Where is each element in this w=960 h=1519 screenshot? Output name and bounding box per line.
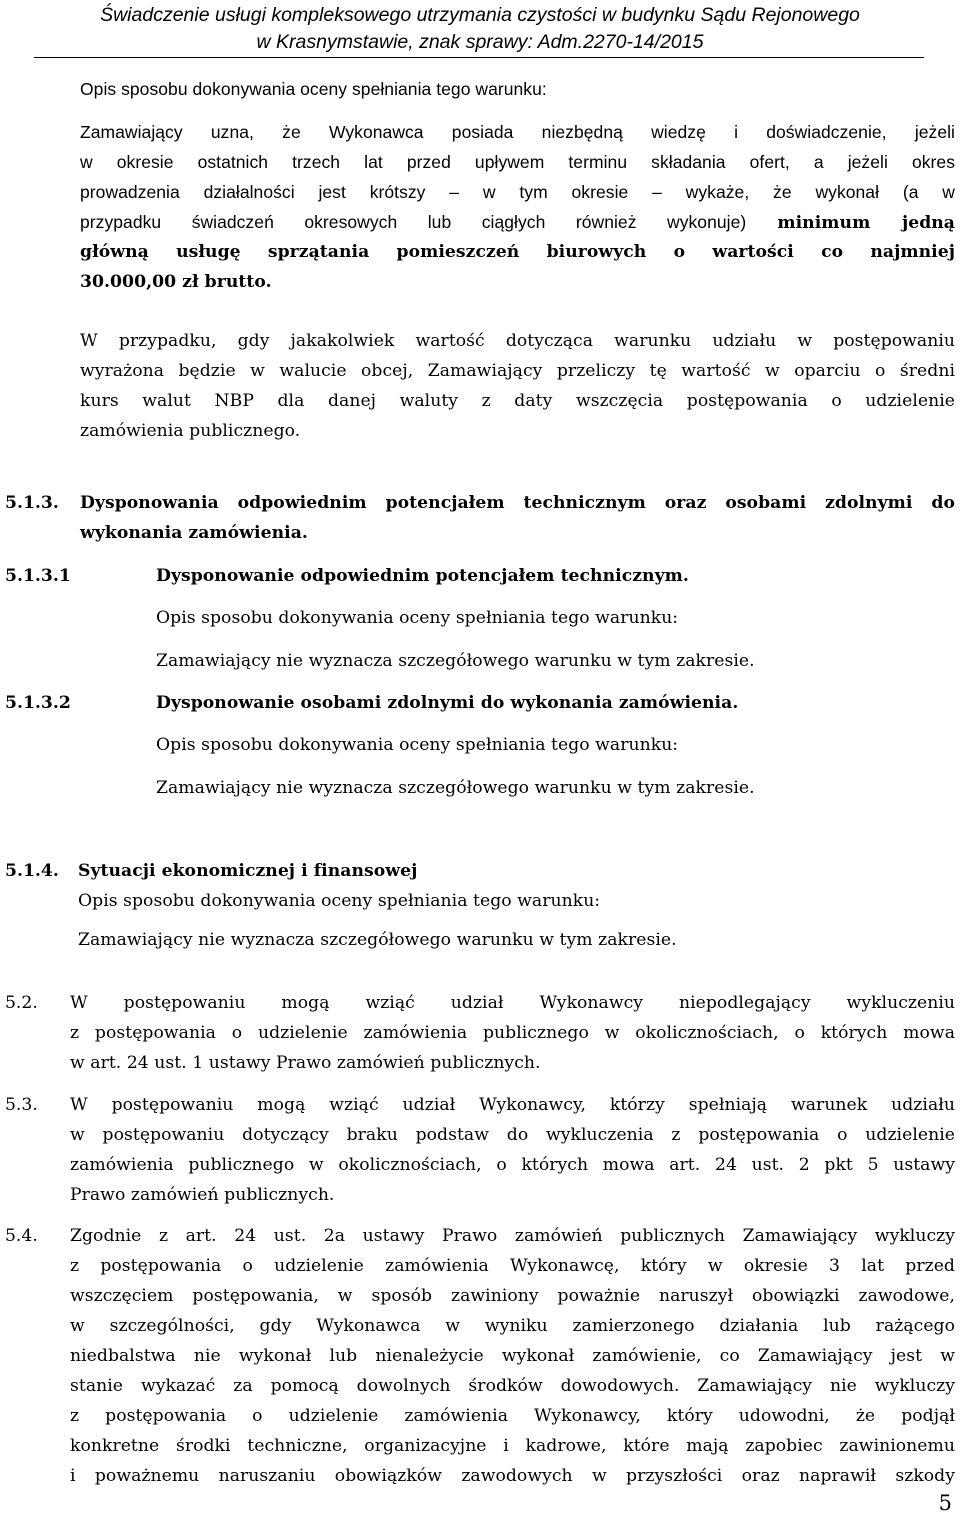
section-number: 5.1.3. — [5, 493, 59, 513]
section-title — [80, 488, 955, 548]
subsection-number: 5.1.3.1 — [5, 566, 71, 586]
section-title: Sytuacji ekonomicznej i finansowej — [78, 861, 418, 881]
subsection-title: Dysponowanie osobami zdolnymi do wykonania zamówienia. — [156, 693, 739, 713]
text-line: wykonania zamówienia. — [80, 523, 308, 543]
text-line: wyrażona będzie w walucie obcej, Zamawiający przeliczy tę wartość w oparciu o średni — [80, 361, 955, 381]
text-line: Dysponowania odpowiednim potencjałem technicznym oraz osobami zdolnymi do — [80, 493, 955, 513]
text-line: z postępowania o udzielenie zamówienia Wykonawcy, który udowodni, że podjął — [70, 1406, 955, 1426]
page-header — [0, 2, 960, 56]
text-line: główną usługę sprzątania pomieszczeń biurowych o wartości co najmniej — [80, 242, 955, 262]
text-line: W postępowaniu mogą wziąć udział Wykonawcy, którzy spełniają warunek udziału — [70, 1095, 955, 1115]
section-5-3-paragraph — [70, 1090, 955, 1210]
text-normal: przypadku świadczeń okresowych lub ciągłych również wykonuje) — [80, 212, 747, 232]
text-line: 30.000,00 zł brutto. — [80, 272, 272, 292]
text-line: w postępowaniu dotyczący braku podstaw do wykluczenia z postępowania o udzielenie — [70, 1125, 955, 1145]
text-line: w okresie ostatnich trzech lat przed upływem terminu składania ofert, a jeżeli okres — [80, 152, 955, 172]
text-line: Zamawiający uzna, że Wykonawca posiada niezbędną wiedzę i doświadczenie, jeżeli — [80, 122, 955, 142]
text-line: prowadzenia działalności jest krótszy – w tym okresie – wykaże, że wykonał (a w — [80, 182, 955, 202]
text-line: W przypadku, gdy jakakolwiek wartość dotycząca warunku udziału w postępowaniu — [80, 331, 955, 351]
text-line: i poważnemu naruszaniu obowiązków zawodowych w przyszłości oraz naprawił szkody — [70, 1466, 955, 1486]
text-line: w szczególności, gdy Wykonawca w wyniku zamierzonego działania lub rażącego — [70, 1316, 955, 1336]
header-line-2: w Krasnymstawie, znak sprawy: Adm.2270-14/2015 — [256, 31, 704, 53]
subsection-text: Zamawiający nie wyznacza szczegółowego warunku w tym zakresie. — [156, 651, 755, 671]
subsection-text: Zamawiający nie wyznacza szczegółowego warunku w tym zakresie. — [156, 778, 755, 798]
text-line — [80, 207, 955, 237]
text-line: wszczęciem postępowania, w sposób zawiniony poważnie naruszył obowiązki zawodowe, — [70, 1286, 955, 1306]
section-5-4-paragraph — [70, 1221, 955, 1491]
section-number: 5.1.4. — [5, 861, 59, 881]
text-line: konkretne środki techniczne, organizacyjne i kadrowe, które mają zapobiec zawinionemu — [70, 1436, 955, 1456]
header-line-1: Świadczenie usługi kompleksowego utrzymania czystości w budynku Sądu Rejonowego — [100, 4, 860, 26]
section-number: 5.3. — [5, 1095, 38, 1115]
section-number: 5.4. — [5, 1226, 38, 1246]
text-line: zamówienia publicznego. — [80, 421, 301, 441]
text-line: zamówienia publicznego w okolicznościach, o których mowa art. 24 ust. 2 pkt 5 ustawy — [70, 1155, 955, 1175]
subsection-opis: Opis sposobu dokonywania oceny spełniania tego warunku: — [156, 608, 679, 628]
text-line: w art. 24 ust. 1 ustawy Prawo zamówień publicznych. — [70, 1053, 541, 1073]
text-line: kurs walut NBP dla danej waluty z daty wszczęcia postępowania o udzielenie — [80, 391, 955, 411]
text-line: z postępowania o udzielenie zamówienia Wykonawcę, który w okresie 3 lat przed — [70, 1256, 955, 1276]
subsection-number: 5.1.3.2 — [5, 693, 71, 713]
page-number: 5 — [938, 1491, 952, 1515]
text-bold: minimum jedną — [777, 213, 955, 233]
intro-opis: Opis sposobu dokonywania oceny spełniania tego warunku: — [80, 79, 547, 99]
text-line: z postępowania o udzielenie zamówienia publicznego w okolicznościach, o których mowa — [70, 1023, 955, 1043]
section-number: 5.2. — [5, 993, 38, 1013]
subsection-title: Dysponowanie odpowiednim potencjałem technicznym. — [156, 566, 689, 586]
text-line: stanie wykazać za pomocą dowolnych środków dowodowych. Zamawiający nie wykluczy — [70, 1376, 955, 1396]
header-rule — [34, 57, 924, 58]
section-opis: Opis sposobu dokonywania oceny spełniania tego warunku: — [78, 891, 601, 911]
intro-paragraph-1 — [80, 117, 955, 297]
text-line: niedbalstwa nie wykonał lub nienależycie wykonał zamówienie, co Zamawiający jest w — [70, 1346, 955, 1366]
section-text: Zamawiający nie wyznacza szczegółowego warunku w tym zakresie. — [78, 930, 677, 950]
text-line: Prawo zamówień publicznych. — [70, 1185, 335, 1205]
intro-paragraph-2 — [80, 326, 955, 446]
subsection-opis: Opis sposobu dokonywania oceny spełniania tego warunku: — [156, 735, 679, 755]
text-line: Zgodnie z art. 24 ust. 2a ustawy Prawo zamówień publicznych Zamawiający wykluczy — [70, 1226, 955, 1246]
section-5-2-paragraph — [70, 988, 955, 1078]
text-line: W postępowaniu mogą wziąć udział Wykonawcy niepodlegający wykluczeniu — [70, 993, 955, 1013]
